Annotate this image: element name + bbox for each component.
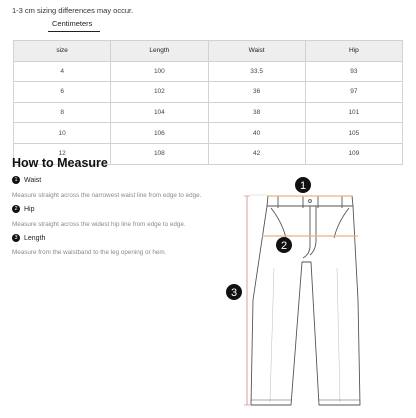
cell-size: 10 (14, 123, 111, 144)
cell-waist: 42 (208, 143, 305, 164)
marker-1-icon (295, 177, 311, 193)
svg-text:3: 3 (230, 287, 238, 299)
sizing-note: 1-3 cm sizing differences may occur. (12, 6, 134, 15)
header-hip: Hip (305, 41, 402, 62)
cell-hip: 101 (305, 102, 402, 123)
cell-waist: 33.5 (208, 61, 305, 82)
number-3-icon: 3 (12, 234, 20, 242)
step-length-description: Measure from the waistband to the leg opening or hem. (12, 249, 167, 256)
header-length: Length (111, 41, 208, 62)
cell-size: 12 (14, 143, 111, 164)
step-waist-description: Measure straight across the narrowest waist line from edge to edge. (12, 192, 202, 199)
step-waist-label: Waist (24, 176, 42, 184)
svg-text:1: 1 (299, 180, 307, 192)
step-hip-description: Measure straight across the widest hip line from edge to edge. (12, 221, 186, 228)
number-1-icon: 1 (12, 176, 20, 184)
cell-length: 102 (111, 82, 208, 103)
cell-size: 4 (14, 61, 111, 82)
cell-length: 106 (111, 123, 208, 144)
how-to-measure-title: How to Measure (12, 156, 108, 170)
cell-length: 104 (111, 102, 208, 123)
cell-waist: 38 (208, 102, 305, 123)
pants-outline-icon (251, 196, 360, 405)
tab-centimeters[interactable]: Centimeters (52, 19, 93, 28)
marker-3-icon (226, 284, 242, 300)
cell-hip: 93 (305, 61, 402, 82)
step-length-label: Length (24, 234, 46, 242)
cell-size: 6 (14, 82, 111, 103)
header-size: size (14, 41, 111, 62)
number-2-icon: 2 (12, 205, 20, 213)
header-waist: Waist (208, 41, 305, 62)
cell-waist: 36 (208, 82, 305, 103)
step-hip-label: Hip (24, 205, 35, 213)
cell-hip: 97 (305, 82, 402, 103)
cell-hip: 109 (305, 143, 402, 164)
cell-waist: 40 (208, 123, 305, 144)
cell-hip: 105 (305, 123, 402, 144)
cell-length: 100 (111, 61, 208, 82)
svg-text:2: 2 (280, 240, 288, 252)
cell-length: 108 (111, 143, 208, 164)
cell-size: 8 (14, 102, 111, 123)
marker-2-icon (276, 237, 292, 253)
